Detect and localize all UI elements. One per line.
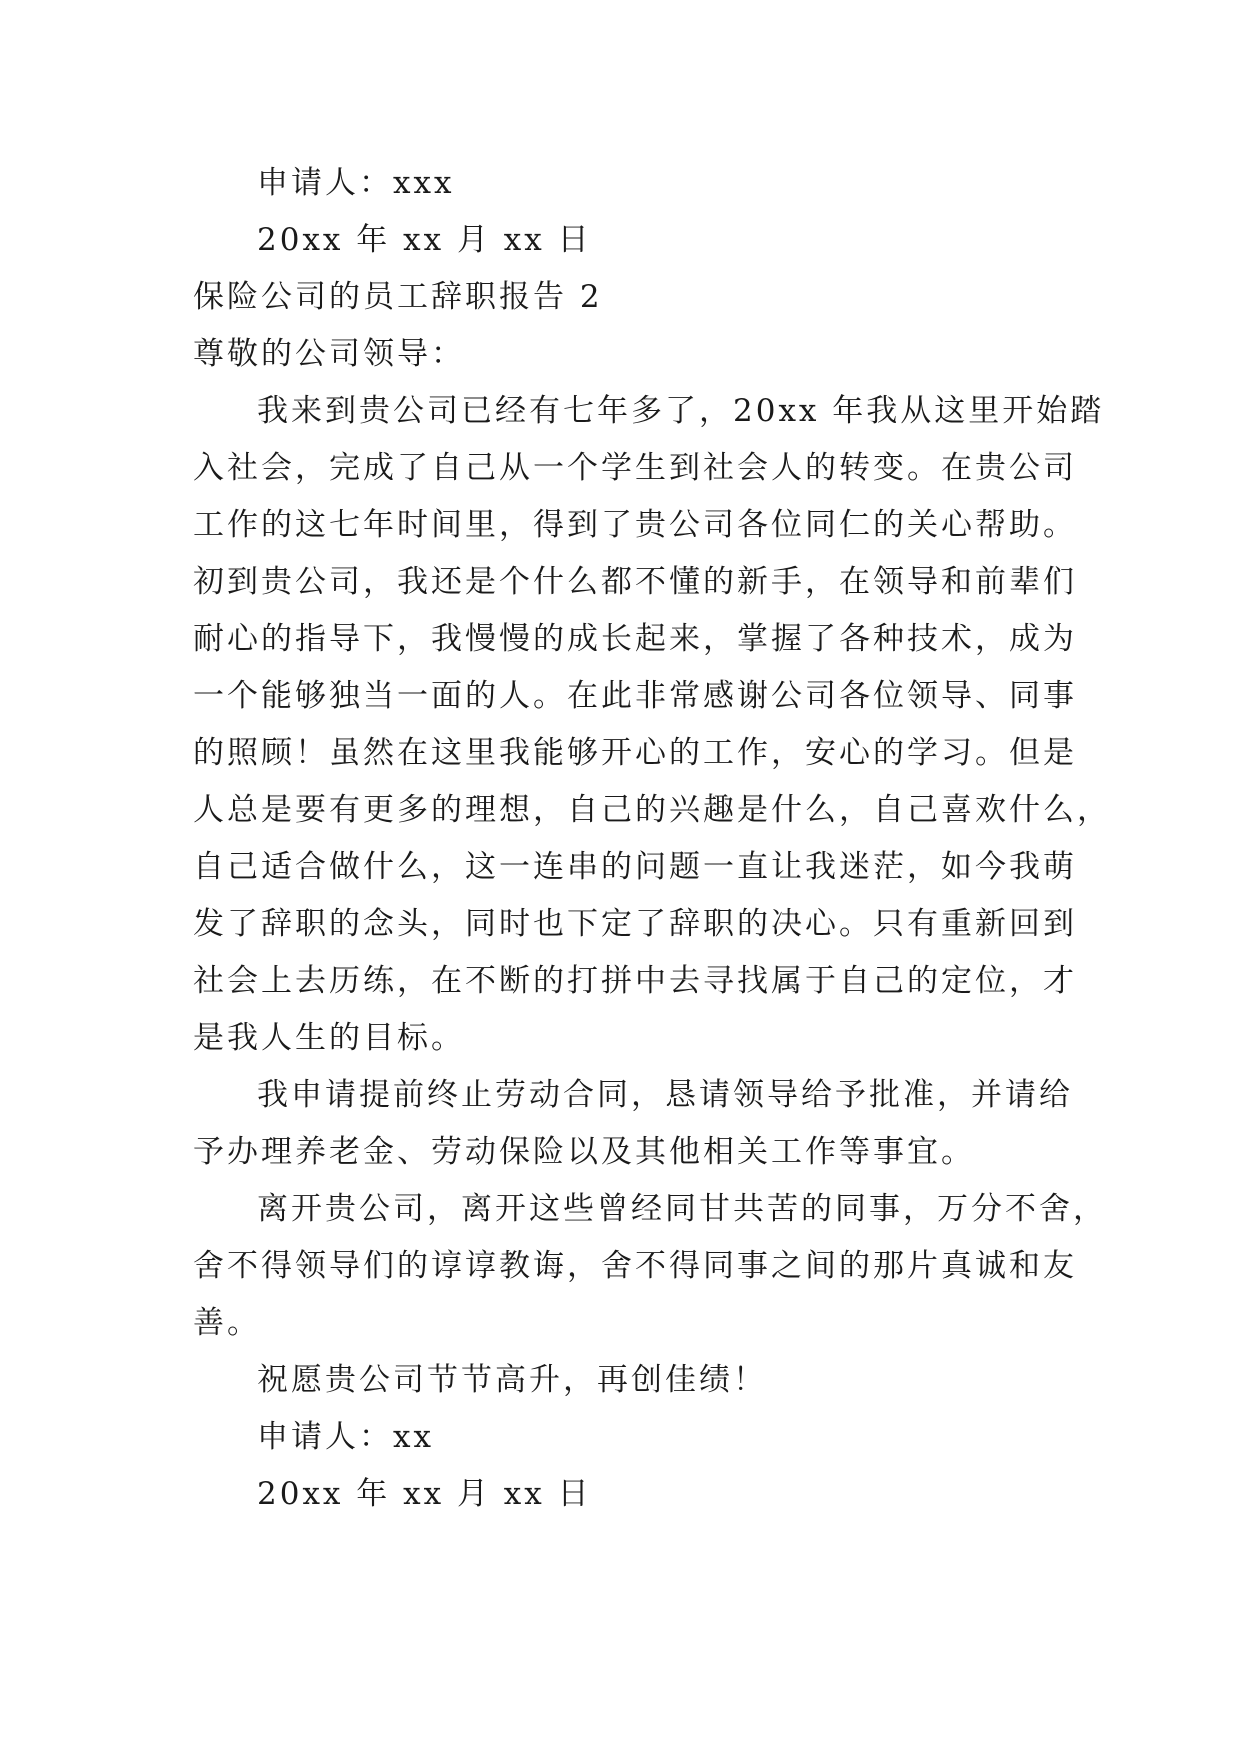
paragraph-line: 的照顾！虽然在这里我能够开心的工作，安心的学习。但是 (193, 735, 1077, 771)
paragraph-2 (193, 1067, 1073, 1181)
document-body (193, 155, 1111, 1523)
top-applicant: 申请人：xxx (257, 165, 455, 201)
paragraph-1 (193, 383, 1111, 1067)
document-title: 保险公司的员工辞职报告 2 (193, 279, 603, 315)
paragraph-line: 社会上去历练，在不断的打拼中去寻找属于自己的定位，才 (193, 963, 1077, 999)
paragraph-line: 我申请提前终止劳动合同，恳请领导给予批准，并请给 (257, 1077, 1073, 1113)
paragraph-line: 人总是要有更多的理想，自己的兴趣是什么，自己喜欢什么， (193, 792, 1111, 828)
paragraph-line: 工作的这七年时间里，得到了贵公司各位同仁的关心帮助。 (193, 507, 1077, 543)
paragraph-line: 善。 (193, 1305, 261, 1341)
paragraph-line: 祝愿贵公司节节高升，再创佳绩！ (257, 1362, 767, 1398)
paragraph-line: 舍不得领导们的谆谆教诲，舍不得同事之间的那片真诚和友 (193, 1248, 1077, 1284)
paragraph-line: 一个能够独当一面的人。在此非常感谢公司各位领导、同事 (193, 678, 1077, 714)
paragraph-line: 予办理养老金、劳动保险以及其他相关工作等事宜。 (193, 1134, 975, 1170)
paragraph-line: 耐心的指导下，我慢慢的成长起来，掌握了各种技术，成为 (193, 621, 1077, 657)
paragraph-line: 入社会，完成了自己从一个学生到社会人的转变。在贵公司 (193, 450, 1077, 486)
closing-applicant: 申请人：xx (257, 1419, 434, 1455)
paragraph-4 (193, 1352, 1063, 1409)
paragraph-3 (193, 1181, 1107, 1352)
paragraph-line: 是我人生的目标。 (193, 1020, 465, 1056)
paragraph-line: 我来到贵公司已经有七年多了，20xx 年我从这里开始踏 (257, 393, 1105, 429)
paragraph-line: 发了辞职的念头，同时也下定了辞职的决心。只有重新回到 (193, 906, 1077, 942)
paragraph-line: 初到贵公司，我还是个什么都不懂的新手，在领导和前辈们 (193, 564, 1077, 600)
salutation: 尊敬的公司领导： (193, 336, 465, 372)
paragraph-line: 自己适合做什么，这一连串的问题一直让我迷茫，如今我萌 (193, 849, 1077, 885)
paragraph-line: 离开贵公司，离开这些曾经同甘共苦的同事，万分不舍， (257, 1191, 1107, 1227)
top-date: 20xx 年 xx 月 xx 日 (257, 222, 592, 258)
closing-date: 20xx 年 xx 月 xx 日 (257, 1476, 592, 1512)
